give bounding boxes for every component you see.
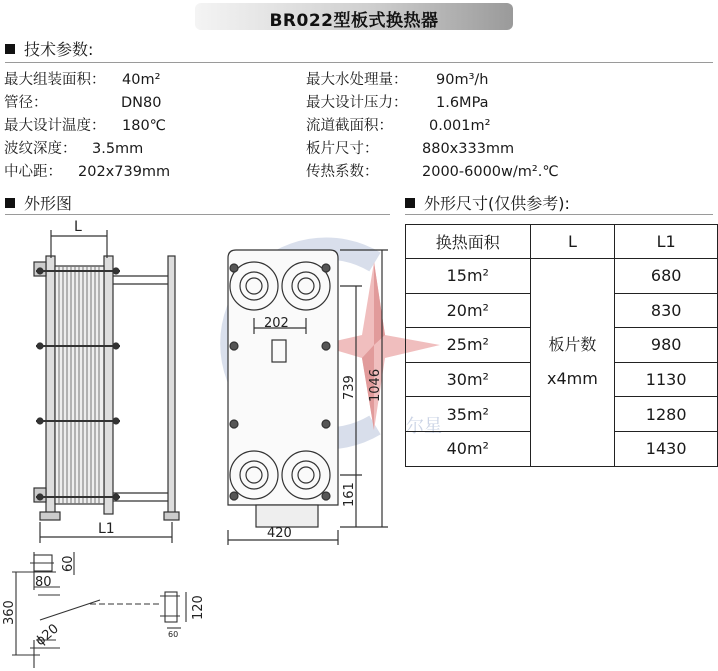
area-cell: 20m² [406, 293, 531, 328]
side-view [34, 230, 179, 543]
l1-cell: 1130 [615, 362, 718, 397]
dim-420-label: 420 [267, 526, 292, 541]
plate-thickness-text: x4mm [547, 369, 598, 389]
dim-161-label: 161 [342, 482, 357, 507]
foundation-detail [12, 552, 186, 668]
watermark-text: 尔星 [406, 416, 442, 437]
param-max-flow: 最大水处理量： 90m³/h [306, 72, 489, 88]
param-max-temperature: 最大设计温度： 180℃ [4, 118, 166, 134]
page-title: BR022型板式换热器 [269, 11, 439, 31]
dim-L-label: L [74, 219, 82, 235]
dim-60b-label: 60 [168, 630, 179, 639]
param-max-area: 最大组装面积： 40m² [4, 72, 161, 88]
front-view [228, 250, 388, 545]
header-L1: L1 [615, 225, 718, 259]
param-max-pressure: 最大设计压力： 1.6MPa [306, 95, 489, 111]
l1-cell: 1280 [615, 397, 718, 432]
dim-1046-label: 1046 [368, 368, 383, 402]
header-L: L [530, 225, 615, 259]
l1-cell: 830 [615, 293, 718, 328]
param-center-distance: 中心距： 202x739mm [4, 164, 171, 180]
dim-L1-label: L1 [98, 521, 115, 537]
param-heat-transfer: 传热系数： 2000-6000w/m².℃ [306, 164, 559, 180]
header-area: 换热面积 [406, 225, 531, 259]
area-cell: 40m² [406, 431, 531, 466]
plate-count-cell [530, 259, 615, 467]
l1-cell: 980 [615, 328, 718, 363]
area-cell: 30m² [406, 362, 531, 397]
table-row [406, 259, 718, 294]
shape-heading-label: 外形图 [24, 194, 73, 213]
table-header-row [406, 225, 718, 259]
dim-80-label: 80 [35, 575, 52, 590]
dim-60-label: 60 [61, 555, 76, 572]
params-heading-label: 技术参数: [24, 40, 94, 59]
dim-phi20-label: ɸ20 [32, 621, 62, 650]
area-cell: 35m² [406, 397, 531, 432]
param-channel-area: 流道截面积： 0.001m² [306, 118, 491, 134]
param-pipe-diameter: 管径： DN80 [4, 95, 162, 111]
area-cell: 25m² [406, 328, 531, 363]
dim-739-label: 739 [342, 375, 357, 400]
dim-120-label: 120 [191, 595, 206, 620]
dimensions-table [405, 224, 718, 467]
plate-count-text: 板片数 [548, 335, 597, 355]
l1-cell: 680 [615, 259, 718, 294]
param-corrugation-depth: 波纹深度： 3.5mm [4, 141, 144, 157]
dims-heading-label: 外形尺寸(仅供参考): [424, 194, 570, 213]
l1-cell: 1430 [615, 431, 718, 466]
area-cell: 15m² [406, 259, 531, 294]
param-plate-size: 板片尺寸： 880x333mm [306, 141, 515, 157]
dim-360-label: 360 [2, 600, 17, 625]
dim-202-label: 202 [264, 316, 289, 331]
